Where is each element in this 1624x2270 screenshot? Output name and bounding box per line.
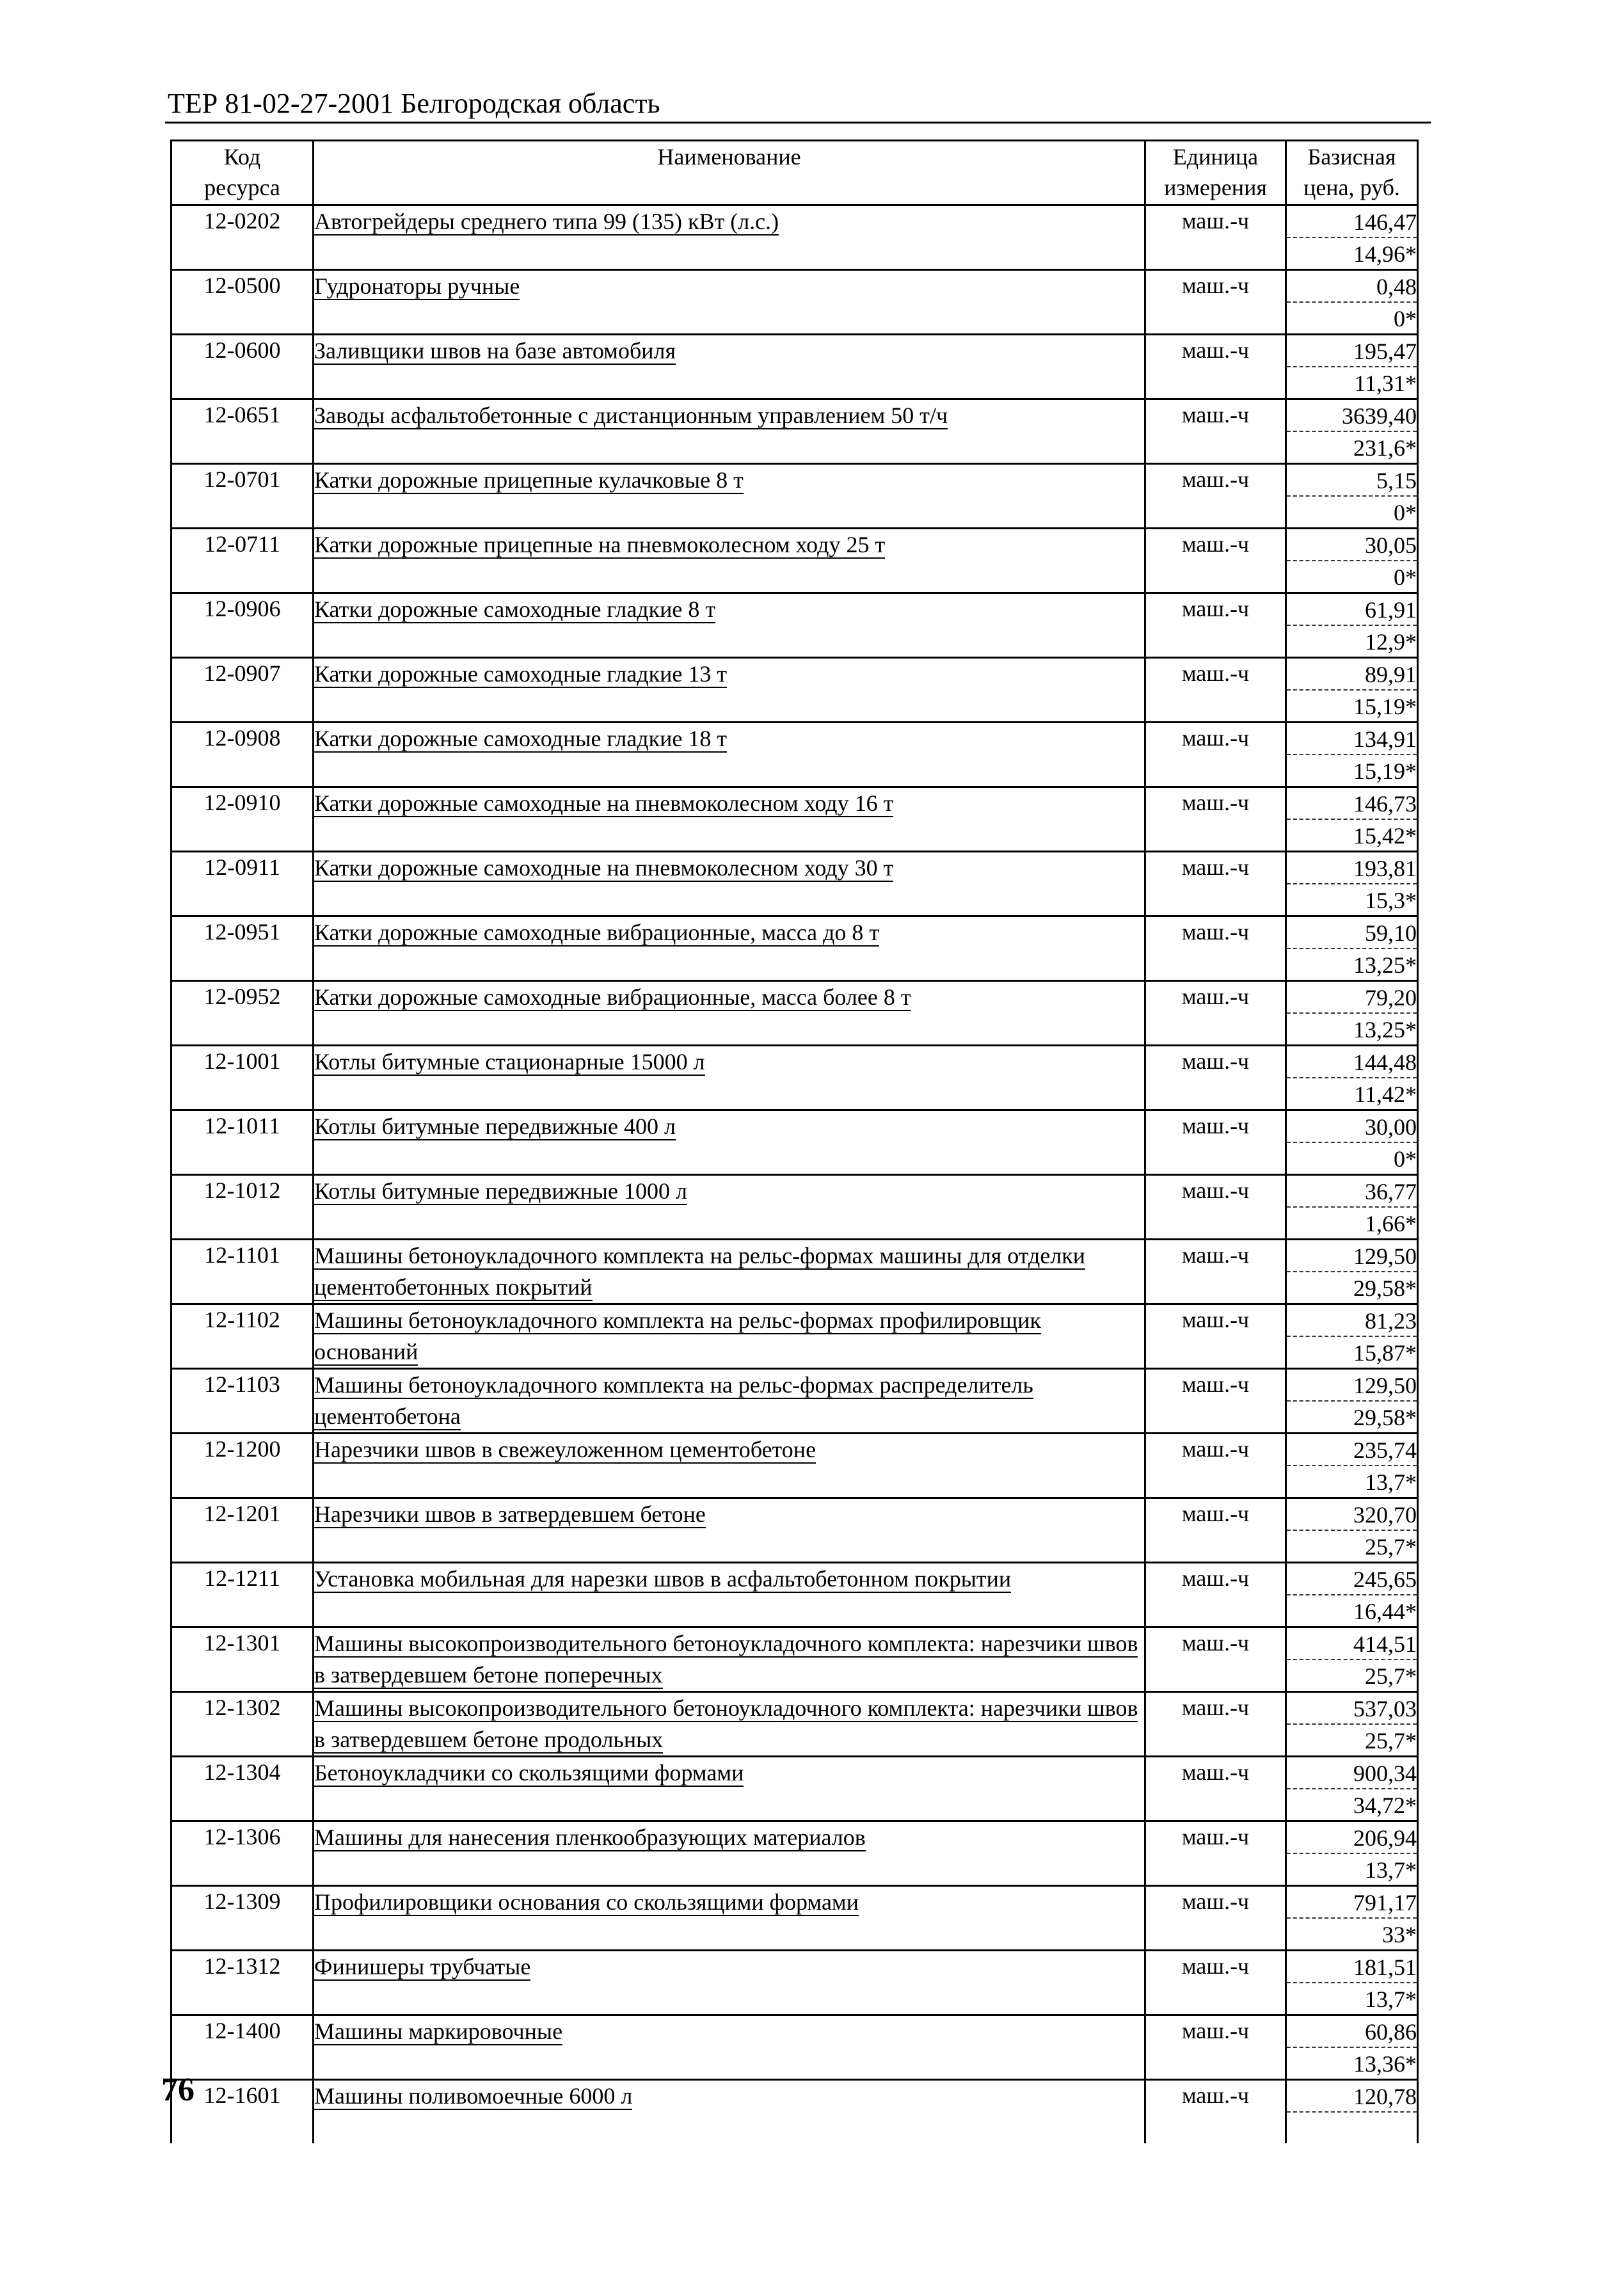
base-price-starred: 34,72*: [1353, 1793, 1417, 1818]
base-price: 144,48: [1287, 1046, 1417, 1078]
resource-name: Установка мобильная для нарезки швов в асфальтобетонном покрытии: [314, 1566, 1012, 1592]
base-price-starred: 15,42*: [1353, 823, 1417, 849]
column-header-price-line1: Базисная: [1307, 144, 1396, 170]
resource-unit: маш.-ч: [1145, 529, 1286, 593]
resource-code: 12-0701: [171, 464, 314, 529]
table-row: [171, 1886, 1418, 1951]
column-header-code-line1: Код: [223, 144, 261, 170]
base-price: 59,10: [1287, 917, 1417, 949]
resource-price-cell: [1286, 1951, 1418, 2015]
header-rule: [165, 122, 1431, 124]
base-price: 36,77: [1287, 1176, 1417, 1208]
base-price-starred: 0*: [1394, 1146, 1417, 1172]
resource-name-cell: [314, 593, 1145, 658]
resource-price-cell: [1286, 981, 1418, 1046]
resource-name: Котлы битумные передвижные 1000 л: [314, 1178, 687, 1204]
resource-name: Машины бетоноукладочного комплекта на рельс-формах машины для отделки цементобетонных покрытий: [314, 1243, 1086, 1300]
resource-name: Катки дорожные прицепные на пневмоколесном ходу 25 т: [314, 532, 886, 557]
resource-name-cell: [314, 1692, 1145, 1757]
column-header-unit-line2: измерения: [1164, 175, 1267, 200]
resource-name-cell: [314, 723, 1145, 787]
resource-name-cell: [314, 1498, 1145, 1563]
resource-price-cell: [1286, 335, 1418, 399]
resource-price-cell: [1286, 1498, 1418, 1563]
base-price-starred: 15,19*: [1353, 758, 1417, 784]
base-price-starred: 0*: [1394, 500, 1417, 525]
resource-unit: маш.-ч: [1145, 1886, 1286, 1951]
table-row: [171, 2015, 1418, 2080]
table-row: [171, 1821, 1418, 1886]
resource-name-cell: [314, 1175, 1145, 1240]
resource-name: Заливщики швов на базе автомобиля: [314, 338, 676, 364]
table-header-row: [171, 141, 1418, 205]
resource-unit: маш.-ч: [1145, 1240, 1286, 1304]
base-price: 146,47: [1287, 206, 1417, 238]
resource-code: 12-0908: [171, 723, 314, 787]
resource-code: 12-1301: [171, 1627, 314, 1692]
resource-name: Катки дорожные прицепные кулачковые 8 т: [314, 467, 744, 493]
resource-price-cell: [1286, 1821, 1418, 1886]
column-header-unit-line1: Единица: [1172, 144, 1259, 170]
resource-unit: маш.-ч: [1145, 2080, 1286, 2144]
resource-price-cell: [1286, 1175, 1418, 1240]
resource-name-cell: [314, 658, 1145, 723]
base-price: 791,17: [1287, 1887, 1417, 1919]
base-price: 30,00: [1287, 1111, 1417, 1143]
resource-price-cell: [1286, 1304, 1418, 1369]
base-price-starred: 25,7*: [1365, 1663, 1417, 1689]
resource-price-cell: [1286, 1757, 1418, 1821]
resource-code: 12-1601: [171, 2080, 314, 2144]
resource-name: Машины бетоноукладочного комплекта на рельс-формах распределитель цементобетона: [314, 1372, 1033, 1429]
base-price: 414,51: [1287, 1628, 1417, 1660]
resource-name: Заводы асфальтобетонные с дистанционным управлением 50 т/ч: [314, 403, 948, 428]
table-row: [171, 1757, 1418, 1821]
resource-name-cell: [314, 1434, 1145, 1498]
resource-price-cell: [1286, 1110, 1418, 1175]
resource-name: Машины высокопроизводительного бетоноукладочного комплекта: нарезчики швов в затвердевшем бетоне поперечных: [314, 1631, 1138, 1688]
resource-name: Нарезчики швов в затвердевшем бетоне: [314, 1501, 706, 1527]
resource-code: 12-1101: [171, 1240, 314, 1304]
resource-name-cell: [314, 1240, 1145, 1304]
resource-code: 12-1200: [171, 1434, 314, 1498]
base-price: 134,91: [1287, 723, 1417, 755]
table-row: [171, 1563, 1418, 1627]
resource-code: 12-1302: [171, 1692, 314, 1757]
resource-name-cell: [314, 2080, 1145, 2144]
resource-name-cell: [314, 1110, 1145, 1175]
table-row: [171, 205, 1418, 270]
base-price: 81,23: [1287, 1305, 1417, 1337]
base-price: 60,86: [1287, 2016, 1417, 2048]
resource-name-cell: [314, 2015, 1145, 2080]
resource-name: Бетоноукладчики со скользящими формами: [314, 1760, 744, 1786]
resource-price-cell: [1286, 787, 1418, 852]
resource-price-cell: [1286, 464, 1418, 529]
base-price: 30,05: [1287, 529, 1417, 561]
resource-unit: маш.-ч: [1145, 205, 1286, 270]
resource-name-cell: [314, 1821, 1145, 1886]
resource-name-cell: [314, 205, 1145, 270]
resource-unit: маш.-ч: [1145, 852, 1286, 916]
resource-price-cell: [1286, 2015, 1418, 2080]
resource-code: 12-1012: [171, 1175, 314, 1240]
base-price: 61,91: [1287, 594, 1417, 626]
base-price-starred: 11,42*: [1354, 1082, 1417, 1107]
resource-price-cell: [1286, 399, 1418, 464]
resource-unit: маш.-ч: [1145, 981, 1286, 1046]
table-row: [171, 1692, 1418, 1757]
base-price: 129,50: [1287, 1240, 1417, 1272]
resource-code: 12-0907: [171, 658, 314, 723]
resource-unit: маш.-ч: [1145, 1046, 1286, 1110]
base-price: 195,47: [1287, 335, 1417, 367]
resource-code: 12-0651: [171, 399, 314, 464]
base-price: 245,65: [1287, 1563, 1417, 1595]
resource-name: Катки дорожные самоходные гладкие 18 т: [314, 726, 728, 751]
base-price-starred: 13,25*: [1353, 952, 1417, 978]
resource-unit: маш.-ч: [1145, 658, 1286, 723]
resource-price-cell: [1286, 852, 1418, 916]
table-row: [171, 1951, 1418, 2015]
table-row: [171, 335, 1418, 399]
resource-code: 12-0202: [171, 205, 314, 270]
resource-price-cell: [1286, 1046, 1418, 1110]
resource-unit: маш.-ч: [1145, 593, 1286, 658]
resource-price-cell: [1286, 1886, 1418, 1951]
resource-code: 12-0906: [171, 593, 314, 658]
base-price-starred: 0*: [1394, 564, 1417, 590]
resource-price-cell: [1286, 1563, 1418, 1627]
resource-code: 12-1001: [171, 1046, 314, 1110]
base-price: 3639,40: [1287, 400, 1417, 432]
resource-name-cell: [314, 852, 1145, 916]
table-row: [171, 1498, 1418, 1563]
resource-name-cell: [314, 399, 1145, 464]
column-header-price-line2: цена, руб.: [1303, 175, 1400, 200]
resource-price-table: [170, 140, 1419, 2143]
resource-price-cell: [1286, 658, 1418, 723]
table-row: [171, 1304, 1418, 1369]
table-row: [171, 593, 1418, 658]
table-row: [171, 916, 1418, 981]
resource-name-cell: [314, 1886, 1145, 1951]
base-price: 320,70: [1287, 1499, 1417, 1531]
resource-name-cell: [314, 1951, 1145, 2015]
base-price: 181,51: [1287, 1951, 1417, 1983]
base-price-starred: 11,31*: [1354, 371, 1417, 396]
column-header-code-line2: ресурса: [204, 175, 280, 200]
resource-name: Машины маркировочные: [314, 2018, 563, 2044]
resource-unit: маш.-ч: [1145, 1627, 1286, 1692]
resource-code: 12-0911: [171, 852, 314, 916]
resource-code: 12-0500: [171, 270, 314, 335]
column-header-unit: [1145, 141, 1286, 205]
resource-name-cell: [314, 270, 1145, 335]
resource-code: 12-0910: [171, 787, 314, 852]
base-price: 120,78: [1287, 2081, 1417, 2113]
resource-name: Профилировщики основания со скользящими формами: [314, 1889, 859, 1915]
resource-name: Финишеры трубчатые: [314, 1954, 531, 1979]
resource-name-cell: [314, 1304, 1145, 1369]
resource-unit: маш.-ч: [1145, 1304, 1286, 1369]
base-price: 900,34: [1287, 1757, 1417, 1789]
base-price: 537,03: [1287, 1693, 1417, 1725]
column-header-name: Наименование: [314, 141, 1145, 205]
resource-name: Котлы битумные передвижные 400 л: [314, 1114, 676, 1139]
base-price-starred: 1,66*: [1365, 1211, 1417, 1236]
resource-name: Гудронаторы ручные: [314, 273, 520, 299]
resource-name-cell: [314, 335, 1145, 399]
table-row: [171, 1627, 1418, 1692]
resource-name: Катки дорожные самоходные гладкие 8 т: [314, 596, 716, 622]
resource-name-cell: [314, 529, 1145, 593]
resource-name: Котлы битумные стационарные 15000 л: [314, 1049, 705, 1075]
resource-unit: маш.-ч: [1145, 335, 1286, 399]
base-price-starred: 13,25*: [1353, 1017, 1417, 1043]
base-price: 129,50: [1287, 1370, 1417, 1402]
base-price-starred: 29,58*: [1353, 1275, 1417, 1301]
resource-unit: маш.-ч: [1145, 1692, 1286, 1757]
base-price-starred: 15,3*: [1365, 888, 1417, 913]
resource-price-cell: [1286, 1627, 1418, 1692]
base-price: 79,20: [1287, 982, 1417, 1014]
resource-unit: маш.-ч: [1145, 464, 1286, 529]
resource-code: 12-1211: [171, 1563, 314, 1627]
base-price-starred: 12,9*: [1365, 629, 1417, 655]
base-price-starred: 16,44*: [1353, 1599, 1417, 1624]
table-row: [171, 787, 1418, 852]
resource-price-cell: [1286, 1434, 1418, 1498]
table-row: [171, 464, 1418, 529]
resource-price-cell: [1286, 916, 1418, 981]
resource-name: Катки дорожные самоходные на пневмоколесном ходу 16 т: [314, 790, 894, 816]
table-row: [171, 1046, 1418, 1110]
base-price-starred: 15,87*: [1353, 1340, 1417, 1366]
resource-name-cell: [314, 1627, 1145, 1692]
resource-code: 12-1304: [171, 1757, 314, 1821]
base-price-starred: 25,7*: [1365, 1728, 1417, 1754]
table-row: [171, 270, 1418, 335]
resource-unit: маш.-ч: [1145, 399, 1286, 464]
base-price: 193,81: [1287, 852, 1417, 884]
resource-name: Автогрейдеры среднего типа 99 (135) кВт (л.с.): [314, 209, 779, 234]
table-row: [171, 399, 1418, 464]
resource-name: Катки дорожные самоходные гладкие 13 т: [314, 661, 728, 687]
resource-name: Катки дорожные самоходные вибрационные, масса до 8 т: [314, 920, 880, 945]
resource-unit: маш.-ч: [1145, 2015, 1286, 2080]
resource-code: 12-1103: [171, 1369, 314, 1434]
page-header-title: ТЕР 81-02-27-2001 Белгородская область: [168, 88, 660, 119]
resource-code: 12-1306: [171, 1821, 314, 1886]
resource-unit: маш.-ч: [1145, 787, 1286, 852]
resource-name: Машины бетоноукладочного комплекта на рельс-формах профилировщик оснований: [314, 1307, 1042, 1364]
resource-name-cell: [314, 787, 1145, 852]
resource-name-cell: [314, 1046, 1145, 1110]
base-price: 206,94: [1287, 1822, 1417, 1854]
base-price-starred: 13,36*: [1353, 2051, 1417, 2077]
resource-price-cell: [1286, 529, 1418, 593]
table-row: [171, 1175, 1418, 1240]
base-price-starred: 0*: [1394, 306, 1417, 332]
resource-name-cell: [314, 1369, 1145, 1434]
resource-name-cell: [314, 464, 1145, 529]
table-row: [171, 1369, 1418, 1434]
base-price: 235,74: [1287, 1434, 1417, 1466]
resource-code: 12-1011: [171, 1110, 314, 1175]
resource-unit: маш.-ч: [1145, 1369, 1286, 1434]
base-price-starred: 25,7*: [1365, 1534, 1417, 1560]
resource-unit: маш.-ч: [1145, 1110, 1286, 1175]
resource-name-cell: [314, 1757, 1145, 1821]
base-price-starred: 13,7*: [1365, 1469, 1417, 1495]
resource-price-cell: [1286, 270, 1418, 335]
page-number: 76: [161, 2072, 195, 2108]
resource-unit: маш.-ч: [1145, 1821, 1286, 1886]
resource-price-cell: [1286, 2080, 1418, 2144]
resource-name: Машины для нанесения пленкообразующих материалов: [314, 1825, 866, 1850]
resource-code: 12-0600: [171, 335, 314, 399]
resource-unit: маш.-ч: [1145, 916, 1286, 981]
column-header-code: [171, 141, 314, 205]
resource-code: 12-1102: [171, 1304, 314, 1369]
resource-code: 12-0951: [171, 916, 314, 981]
base-price-starred: [1287, 2113, 1417, 2143]
resource-price-cell: [1286, 205, 1418, 270]
base-price-starred: 13,7*: [1365, 1986, 1417, 2012]
base-price-starred: 15,19*: [1353, 694, 1417, 719]
table-row: [171, 981, 1418, 1046]
resource-unit: маш.-ч: [1145, 723, 1286, 787]
resource-name: Катки дорожные самоходные вибрационные, масса более 8 т: [314, 984, 911, 1010]
resource-price-cell: [1286, 1240, 1418, 1304]
base-price-starred: 231,6*: [1353, 435, 1417, 461]
resource-unit: маш.-ч: [1145, 270, 1286, 335]
resource-name: Нарезчики швов в свежеуложенном цементобетоне: [314, 1437, 816, 1462]
resource-price-cell: [1286, 1692, 1418, 1757]
table-row: [171, 529, 1418, 593]
resource-code: 12-0711: [171, 529, 314, 593]
table-row: [171, 1434, 1418, 1498]
base-price: 146,73: [1287, 788, 1417, 820]
resource-unit: маш.-ч: [1145, 1434, 1286, 1498]
base-price: 5,15: [1287, 465, 1417, 497]
table-row: [171, 852, 1418, 916]
resource-price-cell: [1286, 1369, 1418, 1434]
column-header-price: [1286, 141, 1418, 205]
resource-price-cell: [1286, 723, 1418, 787]
table-row: [171, 1240, 1418, 1304]
table-row: [171, 1110, 1418, 1175]
base-price-starred: 13,7*: [1365, 1857, 1417, 1883]
resource-unit: маш.-ч: [1145, 1175, 1286, 1240]
base-price-starred: 14,96*: [1353, 241, 1417, 267]
base-price: 0,48: [1287, 271, 1417, 303]
table-row: [171, 658, 1418, 723]
base-price-starred: 33*: [1382, 1922, 1417, 1947]
resource-name: Машины поливомоечные 6000 л: [314, 2083, 633, 2109]
resource-name-cell: [314, 1563, 1145, 1627]
base-price: 89,91: [1287, 659, 1417, 691]
table-row: [171, 2080, 1418, 2144]
resource-unit: маш.-ч: [1145, 1498, 1286, 1563]
resource-unit: маш.-ч: [1145, 1951, 1286, 2015]
resource-name: Машины высокопроизводительного бетоноукладочного комплекта: нарезчики швов в затвердевшем бетоне продольных: [314, 1695, 1138, 1752]
table-row: [171, 723, 1418, 787]
resource-code: 12-1309: [171, 1886, 314, 1951]
base-price-starred: 29,58*: [1353, 1405, 1417, 1430]
resource-name-cell: [314, 916, 1145, 981]
resource-unit: маш.-ч: [1145, 1563, 1286, 1627]
resource-code: 12-0952: [171, 981, 314, 1046]
resource-name-cell: [314, 981, 1145, 1046]
resource-code: 12-1201: [171, 1498, 314, 1563]
resource-unit: маш.-ч: [1145, 1757, 1286, 1821]
resource-price-cell: [1286, 593, 1418, 658]
resource-code: 12-1400: [171, 2015, 314, 2080]
resource-code: 12-1312: [171, 1951, 314, 2015]
resource-name: Катки дорожные самоходные на пневмоколесном ходу 30 т: [314, 855, 894, 881]
